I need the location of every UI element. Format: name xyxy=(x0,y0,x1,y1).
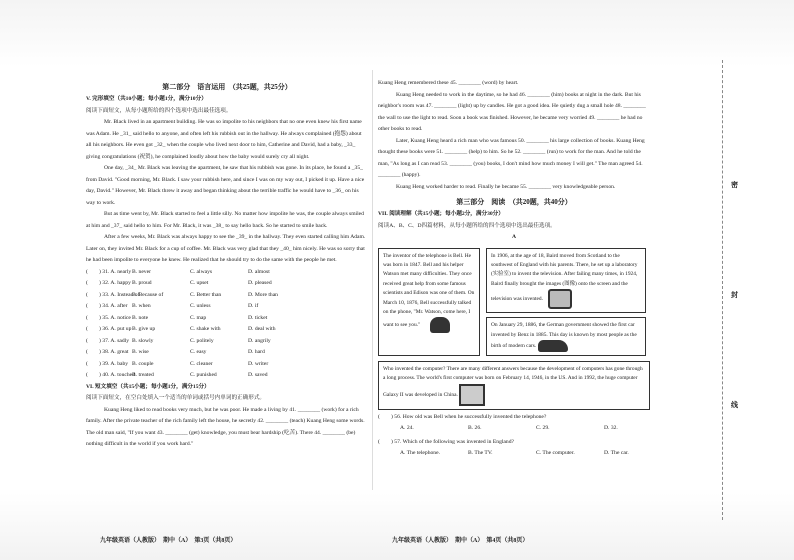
option-a: ( ) 34. A. after xyxy=(86,303,128,309)
question-57: ( ) 57. Which of the following was invented in England? xyxy=(378,438,514,445)
section-title: 第二部分 语言运用 （共25题，共25分） xyxy=(162,83,292,91)
option-d: D. almost xyxy=(248,268,270,275)
option-b: B. wise xyxy=(132,349,149,355)
question-57-options xyxy=(378,448,650,460)
option-b: B. 26. xyxy=(468,425,482,432)
option-d: D. ticket xyxy=(248,314,268,321)
option-a: ( ) 32. A. happy xyxy=(86,280,131,286)
telephone-icon xyxy=(430,317,450,333)
option-c: C. always xyxy=(190,268,213,275)
option-b: B. proud xyxy=(132,280,152,286)
option-c: C. The computer. xyxy=(536,450,575,457)
option-c: C. politely xyxy=(190,337,214,344)
fill-paragraph: Later, Kuang Heng heard a rich man who was famous 50. ________ his large collection of books. Kuang Heng thought these books were 51. ________ (help) to him. So he 52. ________ (run) to work for the man. And he told the man, "As long as I can read 53. ________ (you) books, I don't mind how much money I will get." The man agreed 54. ________ (happy). xyxy=(378,137,645,178)
left-page xyxy=(86,78,368,486)
cloze-title: V. 完形填空（共10小题；每小题1分，满分10分） xyxy=(86,96,207,102)
option-d: D. 32. xyxy=(604,425,618,432)
question-56: ( ) 56. How old was Bell when he successfully invented the telephone? xyxy=(378,413,547,420)
option-b: B. slowly xyxy=(132,337,154,344)
binding-char: 线 xyxy=(731,401,738,409)
option-row xyxy=(86,347,368,359)
option-row xyxy=(86,336,368,348)
option-d: D. angrily xyxy=(248,337,271,344)
page-divider xyxy=(372,70,373,490)
television-icon xyxy=(548,289,572,309)
option-a: A. 24. xyxy=(400,425,414,432)
option-row xyxy=(86,324,368,336)
car-text: On January 29, 1886, the German government showed the first car invented by Benz in 1885. This day is known by most people as the birth of modern cars. xyxy=(491,322,637,350)
computer-icon xyxy=(459,384,485,406)
fill-paragraph: Kuang Heng needed to work in the daytime, so he had 46. ________ (him) books at night in the dark. But his neighbor's room was 47. ________ (light) up by candles. He got a good idea. He quietly dug a small hole 48. ________ the wall to use the light to read. Soon a book was finished. However, he became very worried 49. ________ he had no other books to read. xyxy=(378,91,646,132)
right-boxes xyxy=(486,248,646,356)
reading-title: VII. 阅读理解（共15小题；每小题2分，满分30分） xyxy=(378,211,504,217)
option-d: D. saved xyxy=(248,372,268,378)
option-row xyxy=(86,278,368,290)
option-c: C. upset xyxy=(190,280,209,286)
option-row xyxy=(86,313,368,325)
question-56-options xyxy=(378,423,650,435)
television-box xyxy=(486,248,646,314)
fill-instruction: 阅读下面短文，在空白处填入一个适当的单词或括号内单词的正确形式。 xyxy=(86,395,266,401)
option-a: ( ) 33. A. Instead of xyxy=(86,291,140,298)
section3-title: 第三部分 阅读 （共20题，共40分） xyxy=(456,198,572,206)
computer-text: Who invented the computer? There are many different answers because the development of computers has gone through a long process. The world's first computer was born on February 14, 1946, in the US. And in 1992, the huge computer Galaxy II was developed in China. xyxy=(383,365,643,398)
option-b: B. The TV. xyxy=(468,450,493,457)
car-icon xyxy=(538,340,568,352)
option-b: B. treated xyxy=(132,372,154,378)
cloze-paragraph: Mr. Black lived in an apartment building. He was so impolite to his neighbors that no one even knew his first name was Adam. He _31_ said hello to anyone, and often left his rubbish out in the hallway. He always complained (抱怨) about all his neighbors. He even got _32_ when the couple who lived next door to him, Catherine and David, had a baby, _33_ giving congratulations (祝贺), he complained loudly about how the baby would surely cry all night. xyxy=(86,119,362,160)
option-d: D. pleased xyxy=(248,280,272,286)
option-d: D. if xyxy=(248,303,259,309)
passage-letter: A xyxy=(511,234,517,240)
telephone-text: The inventor of the telephone is Bell. He was born in 1847. Bell and his helper Watson met many difficulties. They once received great help from some famous scientists and Edison was one of them. On March 10, 1876, Bell successfully talked on the phone, "Mr. Watson, come here, I want to see you." xyxy=(383,252,475,329)
option-d: D. writer xyxy=(248,360,269,367)
fill-paragraph: Kuang Heng liked to read books very much, but he was poor. He made a living by 41. ________ (work) for a rich family. After the private teacher of the rich family left the house, he secretly 42. ________ (teach) Kuang Heng some words. The old man said, "If you want 43. ________ (get) knowledge, you must bear hardship (吃苦). There 44. ________ (be) nothing difficult in the world if you work hard." xyxy=(86,406,365,447)
option-a: ( ) 40. A. touched xyxy=(86,372,135,378)
option-d: D. deal with xyxy=(248,326,276,332)
option-a: ( ) 36. A. put up xyxy=(86,326,132,332)
cloze-instruction: 阅读下面短文，从每小题所给的四个选项中选出最佳选项。 xyxy=(86,107,232,114)
option-row xyxy=(86,267,368,279)
option-a: A. The telephone. xyxy=(400,450,440,457)
left-footer: 九年级英语（人教版） 期中（A） 第3页（共8页） xyxy=(100,538,237,544)
cloze-paragraph: But as time went by, Mr. Black started to feel a little silly. No matter how impolite he was, the couple always smiled at him and _37_ said hello to him. For Mr. Black, it was _38_ to say hello back. So he started to smile back. xyxy=(86,211,364,229)
option-c: C. cleaner xyxy=(190,360,213,367)
option-b: B. Because of xyxy=(132,291,164,298)
reading-instruction: 阅读A、B、C、D四篇材料，从每小题所给的四个选项中选出最佳选项。 xyxy=(378,222,556,229)
option-a: ( ) 35. A. notice xyxy=(86,314,131,321)
option-a: ( ) 31. A. nearly xyxy=(86,268,132,275)
option-c: C. easy xyxy=(190,349,207,355)
binding-line xyxy=(722,60,751,520)
option-c: C. map xyxy=(190,314,207,321)
option-c: C. 29. xyxy=(536,425,550,432)
computer-box xyxy=(378,361,650,410)
option-c: C. unless xyxy=(190,303,211,309)
fill-paragraph: Kuang Heng worked harder to read. Finally he became 55. ________ very knowledgeable person. xyxy=(396,183,616,190)
cloze-paragraph: After a few weeks, Mr. Black was always happy to see the _39_ in the hallway. They even started calling him Adam. Later on, they invited Mr. Black for a cup of coffee. Mr. Black was very glad that they _40_ him nicely. He was so sorry that he had been impolite to everyone he knew. He realized that he should try to do the same with the people he met. xyxy=(86,234,366,263)
option-b: B. couple xyxy=(132,360,154,367)
telephone-box xyxy=(378,248,480,356)
passage-boxes xyxy=(378,248,650,356)
option-row xyxy=(86,370,368,382)
binding-char: 封 xyxy=(731,291,738,299)
option-a: ( ) 38. A. great xyxy=(86,349,129,355)
option-a: ( ) 39. A. baby xyxy=(86,360,129,367)
option-c: C. shake with xyxy=(190,326,221,332)
car-box xyxy=(486,317,646,356)
option-row xyxy=(86,301,368,313)
options-list xyxy=(86,267,368,382)
option-b: B. note xyxy=(132,314,149,321)
option-b: B. when xyxy=(132,303,151,309)
option-c: C. punished xyxy=(190,372,217,378)
fill-title: VI. 短文填空（共15小题；每小题1分，满分15分） xyxy=(86,383,210,390)
option-d: D. hard xyxy=(248,349,265,355)
option-row xyxy=(86,290,368,302)
cloze-paragraph: One day, _34_ Mr. Black was leaving the apartment, he saw that his rubbish was gone. In its place, he found a _35_ from David. "Good morning, Mr. Black. I saw your rubbish here, and since I was on my way out, I picked it up. Have a nice day, David." However, Mr. Black threw it away and began thinking about the terrible traffic he would have to _36_ on his way to work. xyxy=(86,165,365,206)
option-row xyxy=(86,359,368,371)
fill-paragraph: Kuang Heng remembered these 45. ________ (word) by heart. xyxy=(378,80,519,86)
option-d: D. More than xyxy=(248,291,278,298)
option-c: C. Better than xyxy=(190,291,222,298)
option-b: B. give up xyxy=(132,326,156,332)
right-footer: 九年级英语（人教版） 期中（A） 第4页（共8页） xyxy=(392,538,529,544)
television-text: In 1906, at the age of 18, Baird moved from Scotland to the southwest of England with his parents. There, he set up a laboratory (实验室) to invent the television. After failing many times, in 1924, Baird finally brought the images (图像) onto the screen and the television was invented. xyxy=(491,252,638,303)
binding-char: 密 xyxy=(731,181,738,189)
right-page xyxy=(378,78,650,486)
option-b: B. never xyxy=(132,268,151,275)
option-d: D. The car. xyxy=(604,450,629,457)
option-a: ( ) 37. A. sadly xyxy=(86,337,130,344)
